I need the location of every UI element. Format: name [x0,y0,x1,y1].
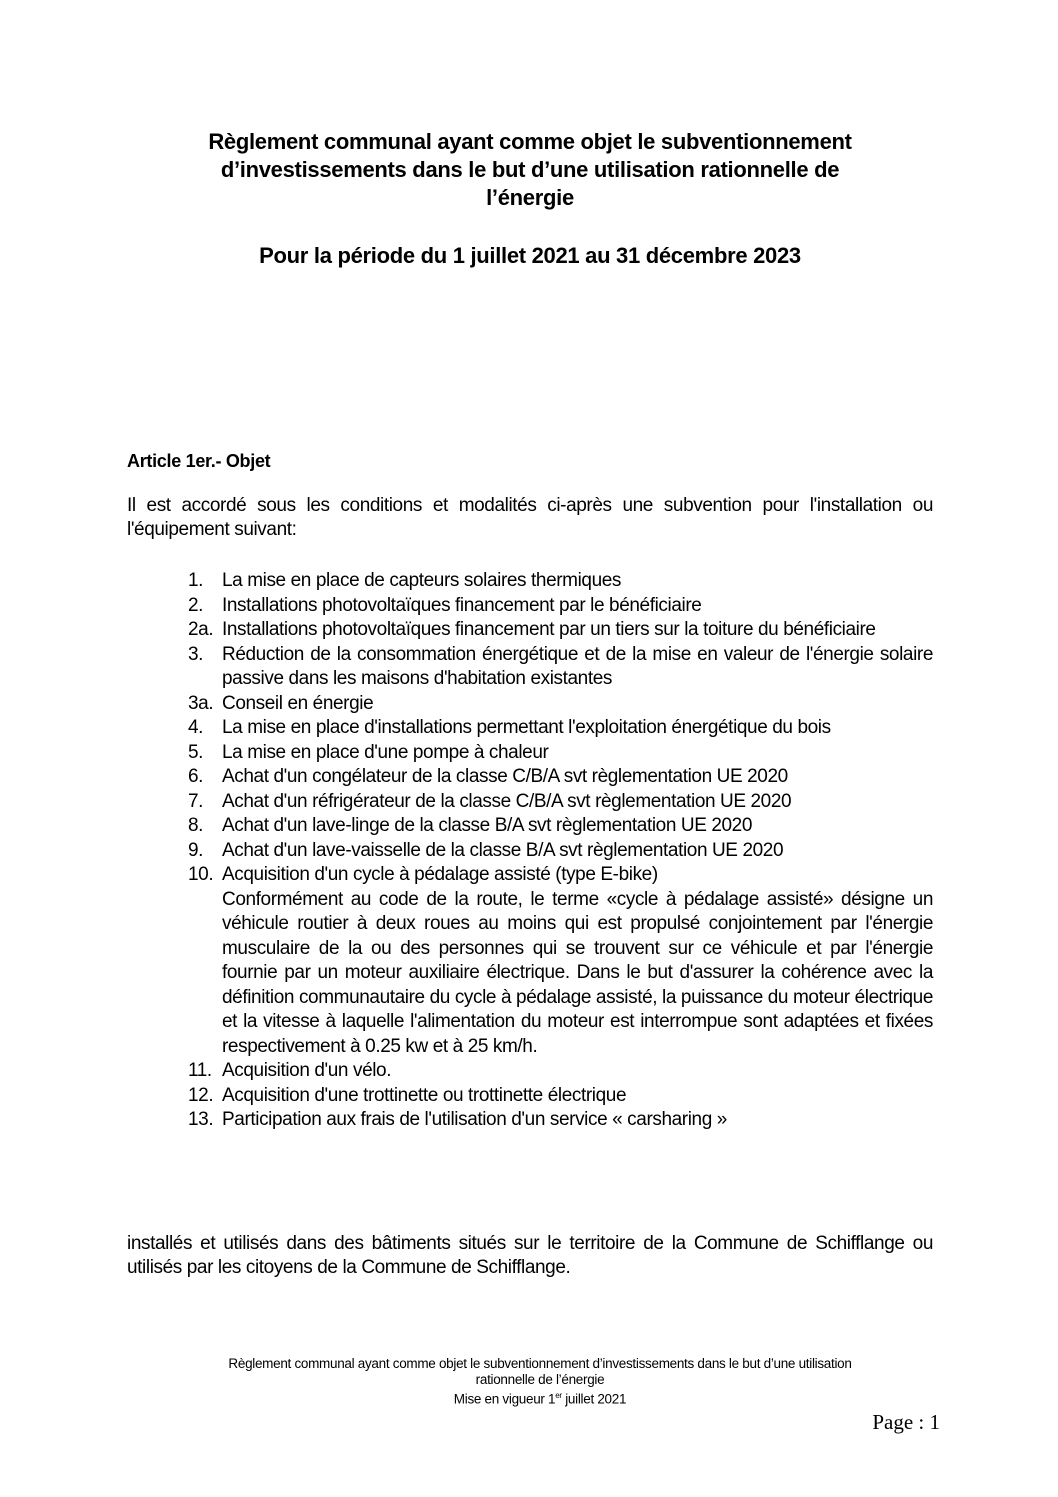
list-item [188,594,933,619]
item-text: La mise en place d'une pompe à chaleur [222,741,549,763]
list-item [188,814,933,839]
item-number: 9. [188,839,204,861]
item-number: 11. [188,1060,212,1081]
item-number: 7. [188,790,204,812]
item-number: 3. [188,643,204,665]
list-item [188,569,933,594]
item-number: 8. [188,815,204,836]
list-item [188,1108,933,1133]
item-text: Achat d'un congélateur de la classe C/B/A svt règlementation UE 2020 [222,766,788,787]
item-number: 2a. [188,619,214,640]
document-title [120,128,940,212]
item-text: Acquisition d'une trottinette ou trottinette électrique [222,1084,627,1106]
footer-date-prefix: Mise en vigueur 1 [453,1391,556,1407]
footer-line: Règlement communal ayant comme objet le subventionnement d’investissements dans le but d’une utilisation [228,1356,852,1371]
item-number: 12. [188,1084,214,1106]
title-line: d’investissements dans le but d’une utilisation rationnelle de [220,157,840,182]
list-item [188,765,933,790]
footer-date-sup: er [555,1391,562,1400]
item-number: 10. [188,864,214,885]
item-number: 5. [188,741,204,763]
list-item [188,618,933,643]
subsidy-items-list [188,569,933,1133]
page-footer [130,1356,950,1408]
item-number: 4. [188,717,204,738]
item-text: Achat d'un réfrigérateur de la classe C/B/A svt règlementation UE 2020 [222,790,792,812]
item-text: Réduction de la consommation énergétique et de la mise en valeur de l'énergie solaire passive dans les maisons d'habitation existantes [222,643,933,689]
list-item [188,863,933,1059]
title-line: l’énergie [486,185,574,210]
item-text: Installations photovoltaïques financement par le bénéficiaire [222,594,702,616]
footer-effective-date [130,1388,950,1408]
list-item [188,1059,933,1084]
item-text: Installations photovoltaïques financement par un tiers sur la toiture du bénéficiaire [222,619,876,640]
outro-paragraph: installés et utilisés dans des bâtiments situés sur le territoire de la Commune de Schifflange ou utilisés par les citoyens de la Commune de Schifflange. [127,1233,933,1278]
item-number: 3a. [188,692,214,714]
item-text: La mise en place d'installations permettant l'exploitation énergétique du bois [222,717,831,738]
period-title: Pour la période du 1 juillet 2021 au 31 décembre 2023 [259,243,801,268]
footer-line: rationnelle de l’énergie [475,1372,605,1387]
item-text: Acquisition d'un vélo. [222,1060,392,1081]
item-number: 2. [188,594,204,616]
list-item [188,716,933,741]
item-text: Achat d'un lave-linge de la classe B/A svt règlementation UE 2020 [222,815,753,836]
intro-paragraph: Il est accordé sous les conditions et modalités ci-après une subvention pour l'installation ou l'équipement suivant: [127,495,933,540]
title-line: Règlement communal ayant comme objet le subventionnement [208,129,852,154]
item-number: 6. [188,766,204,787]
item-text: La mise en place de capteurs solaires thermiques [222,570,622,591]
footer-date-suffix: juillet 2021 [561,1391,627,1407]
item-text: Acquisition d'un cycle à pédalage assisté (type E-bike) [222,864,658,885]
list-item [188,839,933,864]
item-text: Participation aux frais de l'utilisation d'un service « carsharing » [222,1109,727,1130]
item-detail: Conformément au code de la route, le terme «cycle à pédalage assisté» désigne un véhicule routier à deux roues au moins qui est propulsé conjointement par l'énergie musculaire de la ou des personnes qui se trouvent sur ce véhicule et par l'énergie fournie par un moteur auxiliaire électrique. Dans le but d'assurer la cohérence avec la définition communautaire du cycle à pédalage assisté, la puissance du moteur électrique et la vitesse à laquelle l'alimentation du moteur est interrompue sont adaptées et fixées respectivement à 0.25 kw et à 25 km/h. [222,888,933,1057]
item-text: Achat d'un lave-vaisselle de la classe B/A svt règlementation UE 2020 [222,839,784,861]
article-heading: Article 1er.- Objet [127,451,271,471]
item-number: 13. [188,1109,214,1130]
list-item [188,741,933,766]
item-number: 1. [188,570,204,591]
page-number: Page : 1 [872,1410,940,1434]
item-text: Conseil en énergie [222,692,374,714]
list-item [188,692,933,717]
list-item [188,1084,933,1109]
list-item [188,643,933,692]
list-item [188,790,933,815]
